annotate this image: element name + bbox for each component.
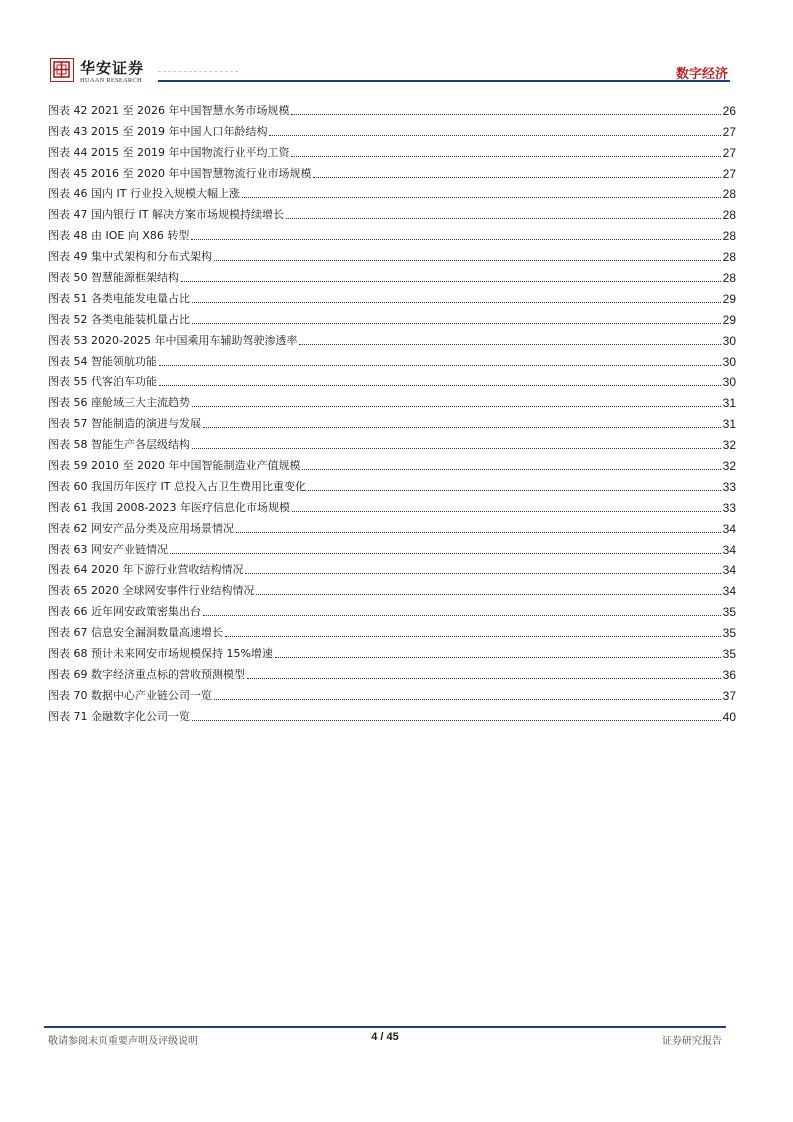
toc-entry-page: 35 xyxy=(722,647,736,662)
toc-entry-page: 31 xyxy=(722,417,736,432)
toc-leader-dots xyxy=(192,448,721,449)
toc-leader-dots xyxy=(286,218,721,219)
toc-leader-dots xyxy=(192,323,721,324)
toc-entry-page: 36 xyxy=(722,667,736,682)
toc-entry[interactable] xyxy=(48,285,736,306)
toc-entry-page: 27 xyxy=(722,166,736,181)
toc-entry[interactable] xyxy=(48,619,736,640)
toc-entry-label: 图表 68 预计未来网安市场规模保持 15%增速 xyxy=(48,647,273,661)
page-footer xyxy=(44,1026,726,1046)
toc-entry-page: 30 xyxy=(722,333,736,348)
toc-entry-label: 图表 61 我国 2008-2023 年医疗信息化市场规模 xyxy=(48,500,290,514)
toc-entry-page: 32 xyxy=(722,459,736,474)
toc-leader-dots xyxy=(203,427,721,428)
toc-entry-label: 图表 49 集中式架构和分布式架构 xyxy=(48,250,212,264)
toc-entry[interactable] xyxy=(48,640,736,661)
toc-leader-dots xyxy=(181,281,721,282)
toc-leader-dots xyxy=(291,156,720,157)
toc-entry[interactable] xyxy=(48,703,736,724)
footer-rule xyxy=(44,1026,726,1028)
footer-disclaimer: 敬请参阅末页重要声明及评级说明 xyxy=(48,1036,198,1047)
toc-leader-dots xyxy=(214,260,721,261)
toc-entry[interactable] xyxy=(48,118,736,139)
toc-leader-dots xyxy=(275,657,721,658)
toc-entry-label: 图表 44 2015 至 2019 年中国物流行业平均工资 xyxy=(48,145,290,159)
toc-entry[interactable] xyxy=(48,682,736,703)
toc-entry[interactable] xyxy=(48,181,736,202)
header-rule xyxy=(158,80,730,82)
toc-entry[interactable] xyxy=(48,201,736,222)
toc-entry-label: 图表 51 各类电能发电量占比 xyxy=(48,291,190,305)
toc-leader-dots xyxy=(192,720,721,721)
toc-entry-page: 33 xyxy=(722,500,736,515)
toc-entry[interactable] xyxy=(48,577,736,598)
toc-leader-dots xyxy=(192,406,721,407)
toc-entry[interactable] xyxy=(48,473,736,494)
toc-leader-dots xyxy=(203,615,721,616)
toc-entry-page: 27 xyxy=(722,145,736,160)
toc-entry-page: 37 xyxy=(722,688,736,703)
toc-entry-label: 图表 55 代客泊车功能 xyxy=(48,375,157,389)
toc-leader-dots xyxy=(247,678,721,679)
toc-entry[interactable] xyxy=(48,160,736,181)
toc-entry-label: 图表 50 智慧能源框架结构 xyxy=(48,271,179,285)
toc-entry-page: 34 xyxy=(722,521,736,536)
toc-entry[interactable] xyxy=(48,598,736,619)
toc-entry[interactable] xyxy=(48,661,736,682)
toc-entry-label: 图表 42 2021 至 2026 年中国智慧水务市场规模 xyxy=(48,103,290,117)
toc-entry-label: 图表 54 智能领航功能 xyxy=(48,354,157,368)
toc-entry-label: 图表 52 各类电能装机量占比 xyxy=(48,312,190,326)
toc-entry[interactable] xyxy=(48,348,736,369)
toc-entry-page: 35 xyxy=(722,626,736,641)
toc-leader-dots xyxy=(225,636,721,637)
toc-leader-dots xyxy=(159,385,721,386)
toc-entry-label: 图表 64 2020 年下游行业营收结构情况 xyxy=(48,563,244,577)
toc-entry-label: 图表 62 网安产品分类及应用场景情况 xyxy=(48,521,234,535)
toc-leader-dots xyxy=(299,344,720,345)
toc-entry[interactable] xyxy=(48,306,736,327)
toc-leader-dots xyxy=(170,553,721,554)
toc-entry-label: 图表 70 数据中心产业链公司一览 xyxy=(48,688,212,702)
toc-entry-page: 30 xyxy=(722,354,736,369)
toc-entry-page: 28 xyxy=(722,229,736,244)
toc-entry-label: 图表 69 数字经济重点标的营收预测模型 xyxy=(48,667,245,681)
toc-entry[interactable] xyxy=(48,243,736,264)
toc-entry-label: 图表 71 金融数字化公司一览 xyxy=(48,709,190,723)
logo-chinese-name: 华安证券 xyxy=(80,59,145,77)
toc-entry-page: 33 xyxy=(722,479,736,494)
toc-entry[interactable] xyxy=(48,557,736,578)
toc-entry[interactable] xyxy=(48,494,736,515)
toc-entry-page: 28 xyxy=(722,208,736,223)
footer-report-type: 证券研究报告 xyxy=(662,1036,722,1047)
toc-entry-page: 35 xyxy=(722,605,736,620)
toc-leader-dots xyxy=(214,699,721,700)
toc-entry-label: 图表 48 由 IOE 向 X86 转型 xyxy=(48,229,190,243)
toc-entry-label: 图表 59 2010 至 2020 年中国智能制造业产值规模 xyxy=(48,459,301,473)
toc-leader-dots xyxy=(159,365,721,366)
toc-entry-page: 28 xyxy=(722,271,736,286)
toc-leader-dots xyxy=(313,177,720,178)
toc-entry[interactable] xyxy=(48,389,736,410)
toc-leader-dots xyxy=(308,490,721,491)
toc-entry[interactable] xyxy=(48,452,736,473)
toc-entry-page: 34 xyxy=(722,542,736,557)
huaan-logo-icon xyxy=(50,58,74,82)
toc-entry-label: 图表 53 2020-2025 年中国乘用车辅助驾驶渗透率 xyxy=(48,333,298,347)
page-number: 4 / 45 xyxy=(371,1031,399,1043)
toc-entry-page: 29 xyxy=(722,312,736,327)
toc-entry-page: 40 xyxy=(722,709,736,724)
toc-entry-page: 28 xyxy=(722,187,736,202)
toc-entry-page: 31 xyxy=(722,396,736,411)
toc-leader-dots xyxy=(191,239,720,240)
section-title: 数字经济 xyxy=(675,67,728,82)
toc-leader-dots xyxy=(192,302,721,303)
toc-entry-page: 28 xyxy=(722,250,736,265)
toc-entry[interactable] xyxy=(48,410,736,431)
toc-entry-label: 图表 66 近年网安政策密集出台 xyxy=(48,605,201,619)
toc-leader-dots xyxy=(292,511,721,512)
logo-english-name: HUAAN RESEARCH xyxy=(80,77,142,84)
toc-entry-label: 图表 67 信息安全漏洞数量高速增长 xyxy=(48,626,223,640)
toc-entry-page: 27 xyxy=(722,124,736,139)
toc-entry-label: 图表 60 我国历年医疗 IT 总投入占卫生费用比重变化 xyxy=(48,479,306,493)
toc-leader-dots xyxy=(256,594,720,595)
header-decoration xyxy=(158,71,238,76)
toc-entry[interactable] xyxy=(48,431,736,452)
toc-entry-label: 图表 47 国内银行 IT 解决方案市场规模持续增长 xyxy=(48,208,284,222)
toc-entry[interactable] xyxy=(48,97,736,118)
toc-entry-label: 图表 58 智能生产各层级结构 xyxy=(48,438,190,452)
toc-entry-label: 图表 45 2016 至 2020 年中国智慧物流行业市场规模 xyxy=(48,166,312,180)
toc-entry-label: 图表 57 智能制造的演进与发展 xyxy=(48,417,201,431)
toc-entry-page: 29 xyxy=(722,291,736,306)
toc-entry[interactable] xyxy=(48,139,736,160)
toc-entry-label: 图表 65 2020 全球网安事件行业结构情况 xyxy=(48,584,255,598)
toc-entry[interactable] xyxy=(48,536,736,557)
toc-entry-label: 图表 63 网安产业链情况 xyxy=(48,542,168,556)
toc-entry[interactable] xyxy=(48,222,736,243)
toc-leader-dots xyxy=(302,469,720,470)
toc-entry[interactable] xyxy=(48,327,736,348)
toc-leader-dots xyxy=(269,135,720,136)
toc-entry[interactable] xyxy=(48,369,736,390)
table-of-figures xyxy=(48,97,736,724)
toc-leader-dots xyxy=(245,573,720,574)
toc-entry-label: 图表 46 国内 IT 行业投入规模大幅上涨 xyxy=(48,187,240,201)
toc-entry[interactable] xyxy=(48,515,736,536)
toc-entry-page: 32 xyxy=(722,438,736,453)
toc-leader-dots xyxy=(236,532,721,533)
toc-leader-dots xyxy=(242,197,721,198)
toc-entry-page: 26 xyxy=(722,103,736,118)
toc-entry-page: 34 xyxy=(722,584,736,599)
toc-entry-label: 图表 43 2015 至 2019 年中国人口年龄结构 xyxy=(48,124,268,138)
toc-entry-page: 34 xyxy=(722,563,736,578)
page-header xyxy=(50,58,730,92)
toc-leader-dots xyxy=(291,114,720,115)
toc-entry[interactable] xyxy=(48,264,736,285)
toc-entry-page: 30 xyxy=(722,375,736,390)
toc-entry-label: 图表 56 座舱域三大主流趋势 xyxy=(48,396,190,410)
